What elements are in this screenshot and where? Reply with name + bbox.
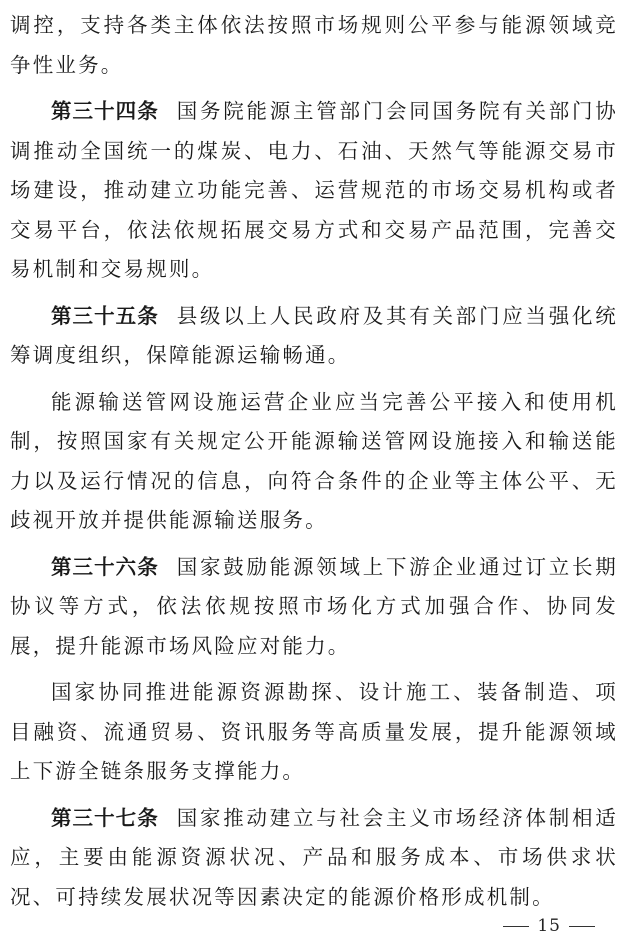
paragraph-text: 国务院能源主管部门会同国务院有关部门协调推动全国统一的煤炭、电力、石油、天然气等能源交易市场建设，推动建立功能完善、运营规范的市场交易机构或者交易平台，依法依规拓展交易方式和交易产品范围，完善交易机制和交易规则。: [10, 99, 618, 281]
paragraph-continuation: [10, 6, 618, 85]
article-number: 第三十六条: [51, 554, 159, 579]
article-number: 第三十五条: [51, 303, 159, 328]
article-36-paragraph-2: [10, 673, 618, 792]
paragraph-text: 县级以上人民政府及其有关部门应当强化统筹调度组织，保障能源运输畅通。: [10, 303, 618, 367]
article-35: [10, 297, 618, 376]
paragraph-text: 能源输送管网设施运营企业应当完善公平接入和使用机制，按照国家有关规定公开能源输送管网设施接入和输送能力以及运行情况的信息，向符合条件的企业等主体公平、无歧视开放并提供能源输送服务。: [10, 389, 618, 532]
dash-left: [503, 926, 529, 927]
article-number: 第三十七条: [51, 805, 159, 830]
article-number: 第三十四条: [51, 99, 159, 123]
paragraph-text: 国家鼓励能源领域上下游企业通过订立长期协议等方式，依法依规按照市场化方式加强合作、协同发展，提升能源市场风险应对能力。: [10, 554, 618, 658]
article-37: [10, 799, 618, 918]
law-text-body: [10, 6, 618, 917]
page-number-footer: [495, 916, 603, 936]
article-36: [10, 548, 618, 667]
page-number: 15: [537, 916, 561, 936]
paragraph-text: 调控，支持各类主体依法按照市场规则公平参与能源领域竞争性业务。: [10, 13, 618, 77]
paragraph-text: 国家协同推进能源资源勘探、设计施工、装备制造、项目融资、流通贸易、资讯服务等高质量发展，提升能源领域上下游全链条服务支撑能力。: [10, 680, 618, 783]
article-35-paragraph-2: [10, 383, 618, 541]
dash-right: [569, 926, 595, 927]
article-34: [10, 92, 618, 290]
paragraph-text: 国家推动建立与社会主义市场经济体制相适应，主要由能源资源状况、产品和服务成本、市场供求状况、可持续发展状况等因素决定的能源价格形成机制。: [10, 805, 618, 909]
